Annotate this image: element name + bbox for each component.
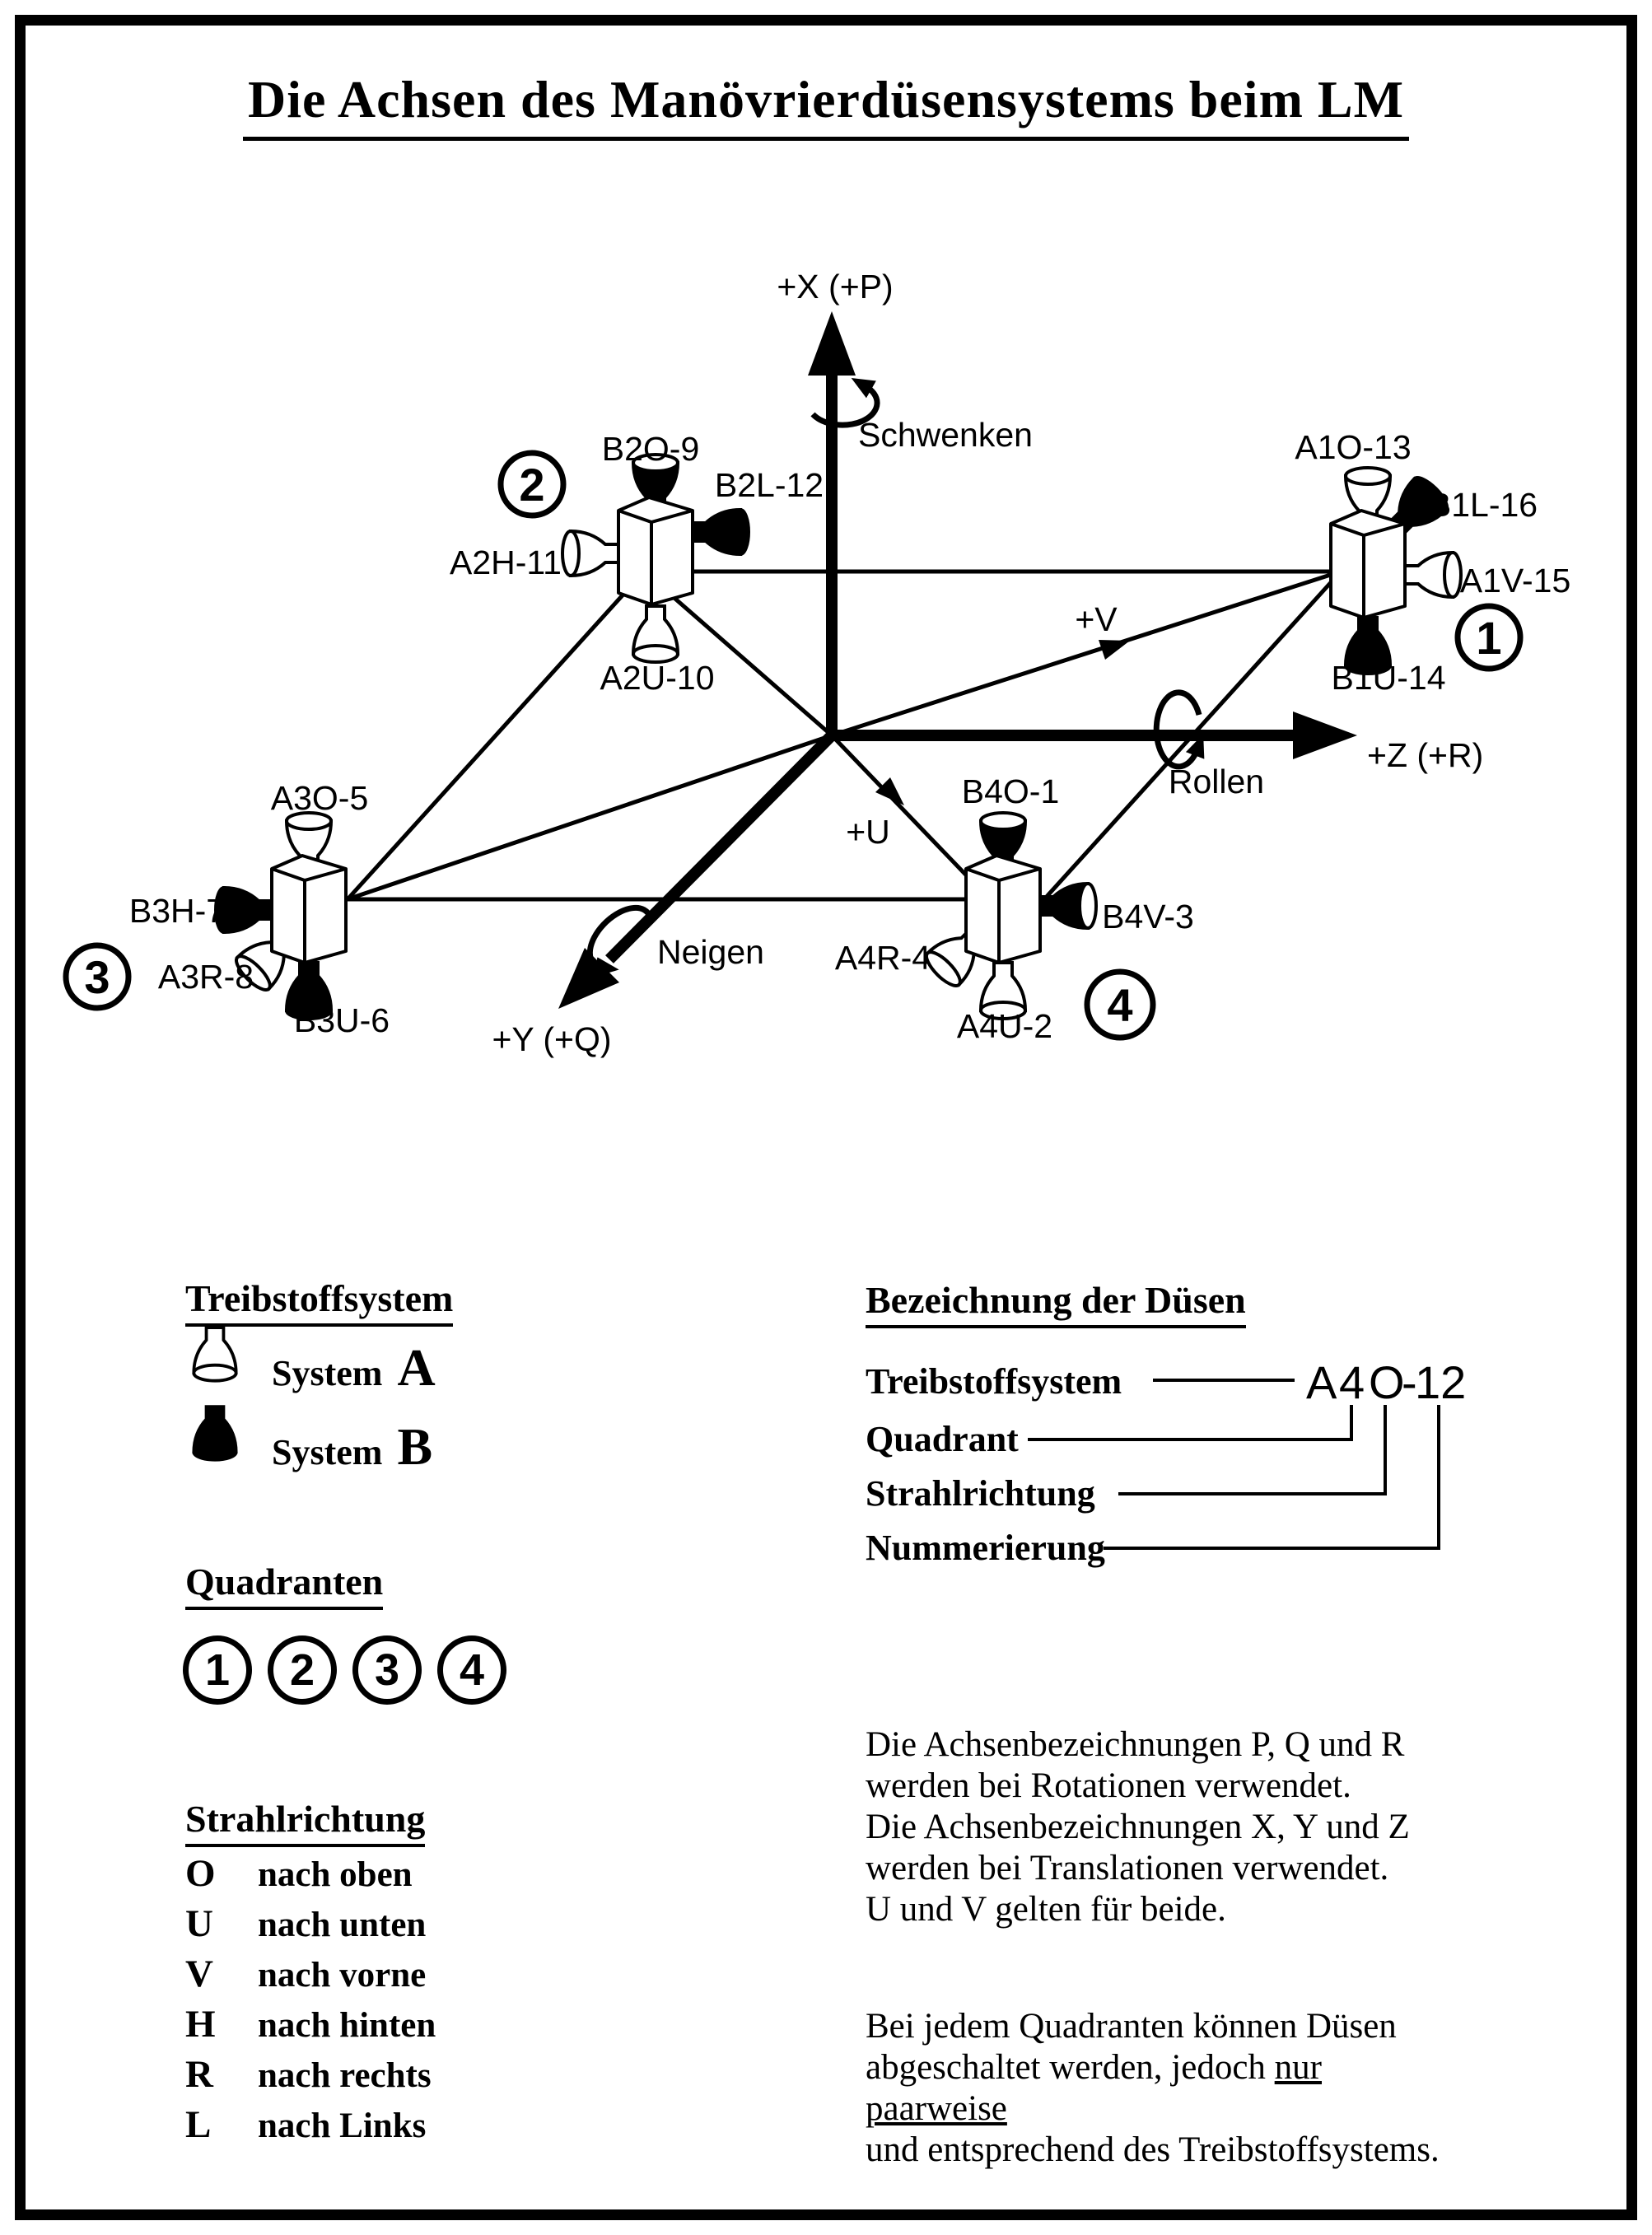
x-axis-label: +X (+P) [777,268,894,306]
connector-quadrant [1028,1405,1351,1439]
strahlrichtung-section [185,1797,425,1847]
direction-text-r: nach rechts [258,2056,432,2095]
y-axis-line [609,735,832,959]
page-title: Die Achsen des Manövrierdüsensystems beim LM [243,69,1409,141]
treibstoffsystem-heading: Treibstoffsystem [185,1276,453,1327]
system-b-label: System [272,1432,383,1472]
axes-usage-line-1: Die Achsenbezeichnungen P, Q und R [866,1725,1405,1764]
bezeichnung-section [866,1278,1246,1328]
badge-number-1: 1 [1476,612,1502,664]
quad-4-housing [966,856,1040,963]
quadranten-section [185,1560,383,1610]
rollen-label: Rollen [1168,763,1265,800]
label-b2l-12: B2L-12 [714,466,824,504]
v-axis-label: +V [1075,600,1118,638]
thruster-b4v-3-icon [1040,884,1096,928]
axes-usage-line-4: werden bei Translationen verwendet. [866,1849,1389,1887]
label-b1l-16: B1L-16 [1428,486,1538,524]
system-b-row [272,1416,432,1477]
label-b4o-1: B4O-1 [961,772,1060,810]
direction-row-v [185,1952,426,1996]
pairs-note-line-3: und entsprechend des Treibstoffsystems. [866,2130,1440,2169]
direction-code-u: U [185,1902,213,1945]
pairs-note-line-2-pre: abgeschaltet werden, jedoch [866,2048,1275,2087]
thruster-a2u-10-icon [633,606,678,662]
axes-usage-note [866,1724,1442,1930]
quadrant-badge-2 [268,1635,337,1705]
quadrant-badge-1 [183,1635,252,1705]
system-a-label: System [272,1353,383,1393]
label-a2u-10: A2U-10 [600,659,715,697]
bezeichnung-heading: Bezeichnung der Düsen [866,1278,1246,1328]
x-axis-arrowhead [808,311,856,376]
quad-1-housing [1331,511,1405,618]
bezeichnung-row-treibstoffsystem: Treibstoffsystem [866,1361,1122,1402]
direction-code-v: V [185,1953,213,1995]
direction-row-h [185,2002,436,2046]
code-dash: - [1402,1356,1417,1408]
bezeichnung-row-nummerierung: Nummerierung [866,1528,1105,1568]
pairs-note-line-2 [866,2047,1442,2130]
direction-text-h: nach hinten [258,2006,436,2045]
neigen-label: Neigen [657,933,764,971]
connector-nummerierung [1104,1405,1439,1548]
bezeichnung-row-quadrant: Quadrant [866,1419,1019,1459]
badge-number-2: 2 [519,459,545,511]
thruster-a1v-15-icon [1405,553,1461,597]
direction-text-o: nach oben [258,1855,413,1894]
direction-text-l: nach Links [258,2107,427,2145]
label-b3u-6: B3U-6 [293,1001,390,1039]
direction-text-u: nach unten [258,1906,427,1944]
code-quadrant-digit: 4 [1339,1356,1365,1408]
quadrant-badge-4-number: 4 [459,1645,485,1695]
direction-code-l: L [185,2103,212,2146]
code-direction-letter: O [1369,1356,1405,1408]
rollen-rotation-arrow [1156,693,1199,767]
badge-number-4: 4 [1107,979,1133,1031]
u-axis-arrowhead [875,777,904,805]
direction-text-v: nach vorne [258,1956,427,1995]
u-axis-line [832,735,976,885]
z-axis-label: +Z (+R) [1367,736,1484,774]
axes-usage-line-5: U und V gelten für beide. [866,1890,1226,1929]
code-system-letter: A [1306,1356,1337,1408]
label-b1u-14: B1U-14 [1331,659,1446,697]
axes-usage-line-2: werden bei Rotationen verwendet. [866,1766,1351,1805]
direction-row-l [185,2102,426,2147]
label-a4r-4: A4R-4 [834,939,931,977]
direction-code-h: H [185,2003,216,2046]
quad-2-housing [618,497,693,604]
direction-row-o [185,1851,413,1896]
pairs-note [866,2006,1442,2171]
direction-code-r: R [185,2053,213,2096]
quadrant-badge-3-number: 3 [374,1645,400,1695]
strahlrichtung-heading: Strahlrichtung [185,1797,425,1847]
thruster-a2h-11-icon [562,531,618,576]
treibstoffsystem-section [185,1276,453,1327]
direction-row-u [185,1901,426,1946]
thruster-quad-4 [922,813,1096,1019]
label-b4v-3: B4V-3 [1102,898,1194,936]
label-a3r-8: A3R-8 [157,958,254,996]
schwenken-label: Schwenken [858,416,1033,454]
label-b2o-9: B2O-9 [601,430,700,468]
connector-strahlrichtung [1118,1405,1385,1494]
label-b3h-7: B3H-7 [128,892,226,930]
quadrant-badge-1-number: 1 [204,1645,231,1695]
label-a1v-15: A1V-15 [1459,562,1571,600]
label-a1o-13: A1O-13 [1295,428,1412,466]
quadranten-badges-row [183,1635,506,1705]
system-a-row [272,1337,436,1398]
system-a-nozzle-icon [188,1323,242,1393]
quadranten-heading: Quadranten [185,1560,383,1610]
system-b-letter: B [397,1417,433,1476]
label-a2h-11: A2H-11 [450,544,562,581]
quad-3-housing [272,856,346,963]
pairs-note-line-1: Bei jedem Quadranten können Düsen [866,2007,1397,2046]
badge-number-3: 3 [84,951,110,1003]
y-axis-label: +Y (+Q) [492,1020,612,1058]
v-axis-arrowhead [1099,640,1130,660]
label-a3o-5: A3O-5 [270,779,369,817]
bezeichnung-row-strahlrichtung: Strahlrichtung [866,1473,1095,1514]
pairs-note-underlined: nur paarweise [866,2048,1322,2128]
system-a-letter: A [397,1338,436,1397]
quadrant-badge-2-number: 2 [289,1645,315,1695]
direction-code-o: O [185,1852,216,1895]
code-number: 12 [1415,1356,1467,1408]
label-a4u-2: A4U-2 [956,1007,1053,1045]
thruster-b2l-12-icon [693,510,749,554]
direction-row-r [185,2052,432,2097]
system-b-nozzle-icon [188,1402,242,1472]
quadrant-badge-3 [352,1635,422,1705]
axes-usage-line-3: Die Achsenbezeichnungen X, Y und Z [866,1808,1410,1846]
quadrant-badge-4 [437,1635,506,1705]
z-axis-arrowhead [1293,712,1357,759]
u-axis-label: +U [846,813,890,851]
